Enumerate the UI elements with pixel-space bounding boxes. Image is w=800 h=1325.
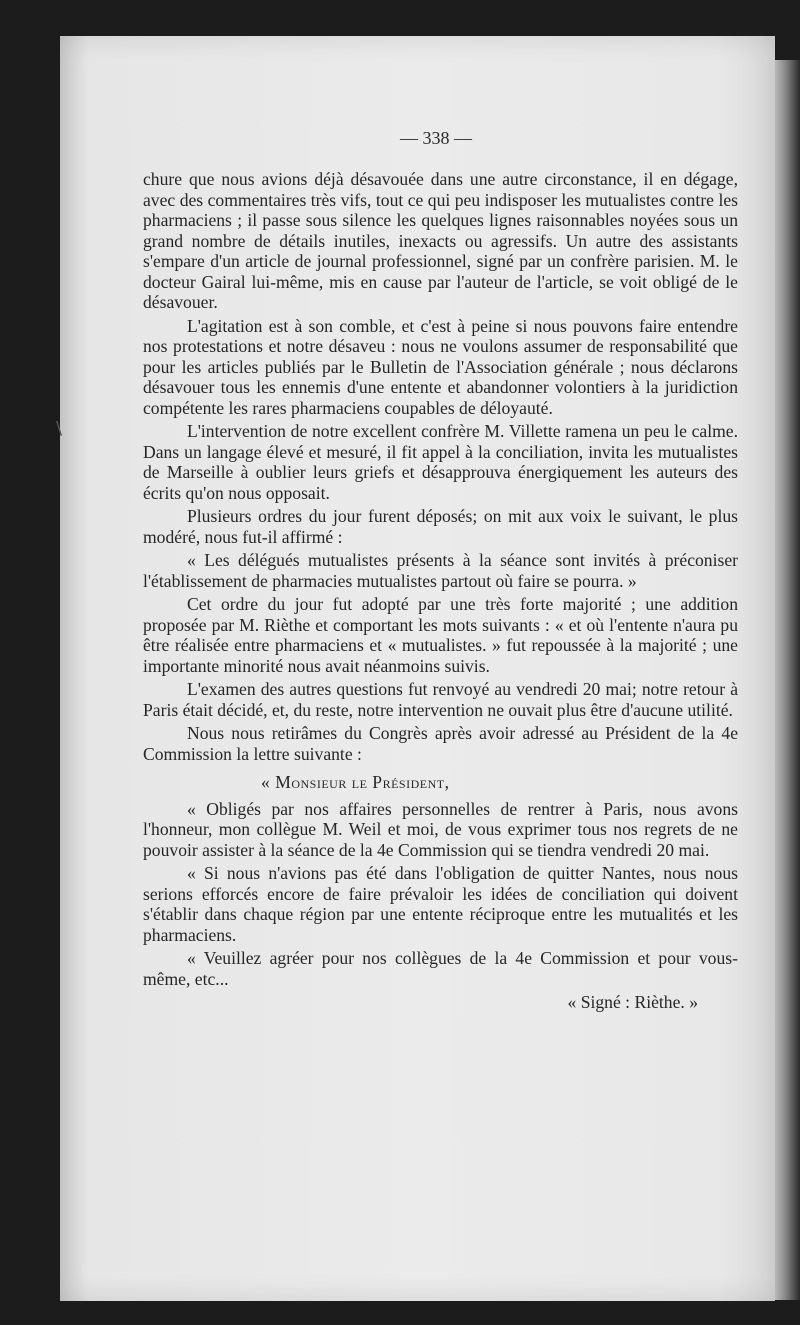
margin-pencil-mark: \ bbox=[56, 418, 63, 439]
page-edge-shadow bbox=[775, 60, 800, 1300]
letter-paragraph: « Veuillez agréer pour nos collègues de la 4e Commission et pour vous-même, etc... bbox=[143, 948, 738, 989]
paragraph: L'examen des autres questions fut renvoyé au vendredi 20 mai; notre retour à Paris était décidé, et, du reste, notre intervention ne ouvait plus être d'aucune utilité. bbox=[143, 679, 738, 720]
letter-signature: « Signé : Rièthe. » bbox=[567, 992, 698, 1012]
letter-salutation: « Monsieur le Président, bbox=[261, 772, 450, 792]
paragraph: Plusieurs ordres du jour furent déposés; on mit aux voix le suivant, le plus modéré, nous fut-il affirmé : bbox=[143, 506, 738, 547]
paragraph: L'agitation est à son comble, et c'est à peine si nous pouvons faire entendre nos protestations et notre désaveu : nous ne voulons assumer de responsabilité que pour les articles publiés par le Bulletin de l'Association générale ; nous déclarons désavouer tous les ennemis d'une entente et abandonner volontiers à la juridiction compétente les rares pharmaciens coupables de déloyauté. bbox=[143, 315, 738, 418]
paragraph: Nous nous retirâmes du Congrès après avoir adressé au Président de la 4e Commission la lettre suivante : bbox=[143, 723, 738, 764]
paragraph: Cet ordre du jour fut adopté par une très forte majorité ; une addition proposée par M. Rièthe et comportant les mots suivants : « et où l'entente n'aura pu être réalisée entre pharmaciens et « mutualistes. » fut repoussée à la majorité ; une importante minorité nous avait néanmoins suivis. bbox=[143, 594, 738, 676]
body-text bbox=[143, 169, 738, 1013]
quoted-motion: « Les délégués mutualistes présents à la séance sont invités à préconiser l'établissement de pharmacies mutualistes partout où faire se pourra. » bbox=[143, 550, 738, 591]
letter-paragraph: « Si nous n'avions pas été dans l'obligation de quitter Nantes, nous nous serions efforcés encore de faire prévaloir les idées de conciliation qui doivent s'établir dans chaque région par une entente réciproque entre les mutualités et les pharmaciens. bbox=[143, 863, 738, 945]
paragraph: L'intervention de notre excellent confrère M. Villette ramena un peu le calme. Dans un langage élevé et mesuré, il fit appel à la conciliation, invita les mutualistes de Marseille à oublier leurs griefs et désapprouva énergiquement les auteurs des écrits qu'on nous opposait. bbox=[143, 421, 738, 503]
letter-paragraph: « Obligés par nos affaires personnelles de rentrer à Paris, nous avons l'honneur, mon collègue M. Weil et moi, de vous exprimer tous nos regrets de ne pouvoir assister à la séance de la 4e Commission qui se tiendra vendredi 20 mai. bbox=[143, 798, 738, 860]
page-number: — 338 — bbox=[400, 128, 472, 148]
paragraph: chure que nous avions déjà désavouée dans une autre circonstance, il en dégage, avec des commentaires très vifs, tout ce qui peu indisposer les mutualistes contre les pharmaciens ; il passe sous silence les quelques lignes raisonnables noyées sous un grand nombre de détails inutiles, inexacts ou agressifs. Un autre des assistants s'empare d'un article de journal professionnel, signé par un confrère parisien. M. le docteur Gairal lui-même, mis en cause par l'auteur de l'article, se voit obligé de le désavouer. bbox=[143, 169, 738, 312]
